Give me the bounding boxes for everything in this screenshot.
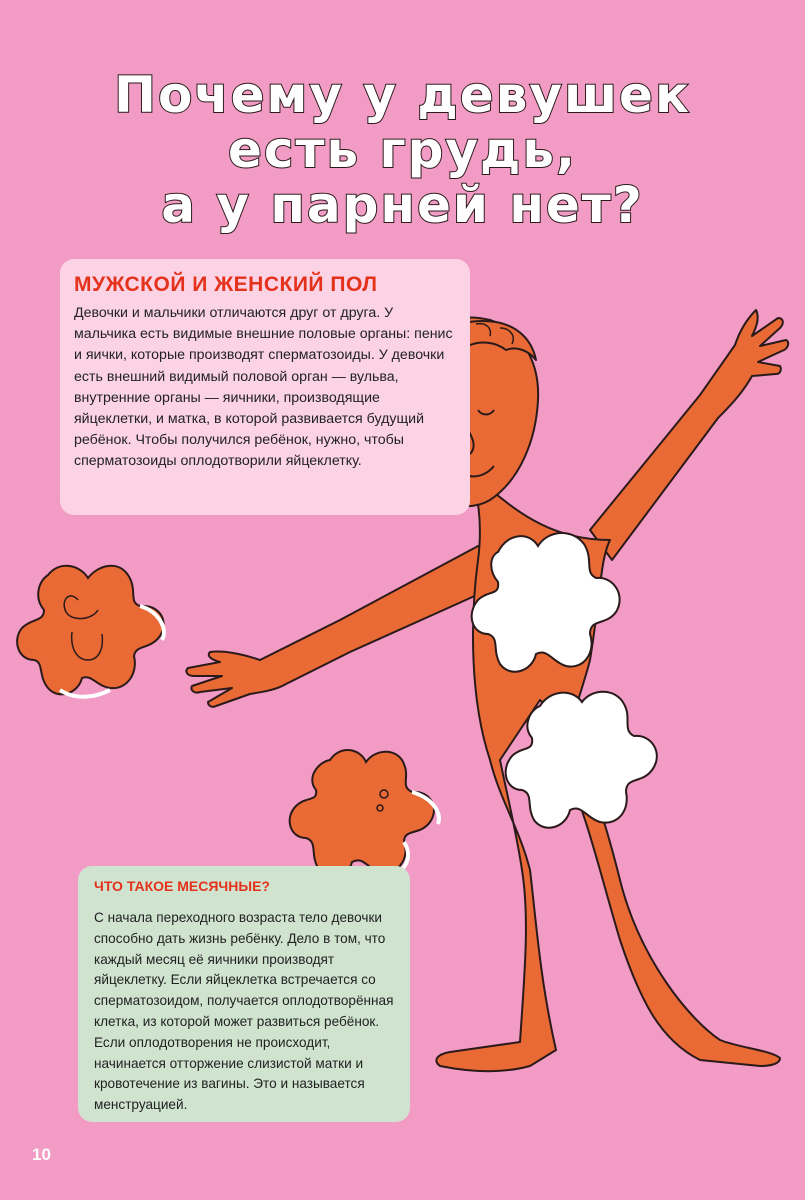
page-number: 10 <box>32 1145 51 1164</box>
info-box-period <box>78 866 410 1122</box>
page-title <box>0 68 805 233</box>
info-box-period-heading: ЧТО ТАКОЕ МЕСЯЧНЫЕ? <box>94 878 270 894</box>
info-box-sex-text: Девочки и мальчики отличаются друг от друга. У мальчика есть видимые внешние половые органы: пенис и яички, которые производят сперматозоиды. У девочки есть внешний видимый половой орган — вульва, внутренние органы — яичники, производящие яйцеклетки, и матка, в которой развивается будущий ребёнок. Чтобы получился ребёнок, нужно, чтобы сперматозоиды оплодотворили яйцеклетку. <box>74 305 453 470</box>
title-line-2: есть грудь, <box>227 121 578 179</box>
title-line-3: а у парней нет? <box>161 176 644 234</box>
title-line-1: Почему у девушек <box>114 66 691 124</box>
puzzle-piece-left <box>17 566 164 697</box>
info-box-period-text: С начала переходного возраста тело девочки способно дать жизнь ребёнку. Дело в том, что каждый месяц её яичники производят яйцеклетку. Если яйцеклетка встречается со сперматозоидом, получается оплодотворённая клетка, из которой может развиться ребёнок. Если оплодотворения не происходит, начинается отторжение слизистой матки и кровотечение из вагины. Это и называется менструацией. <box>94 910 394 1113</box>
puzzle-piece-bottom <box>290 750 439 877</box>
info-box-sex <box>60 259 470 515</box>
info-box-sex-heading: МУЖСКОЙ И ЖЕНСКИЙ ПОЛ <box>74 273 378 296</box>
